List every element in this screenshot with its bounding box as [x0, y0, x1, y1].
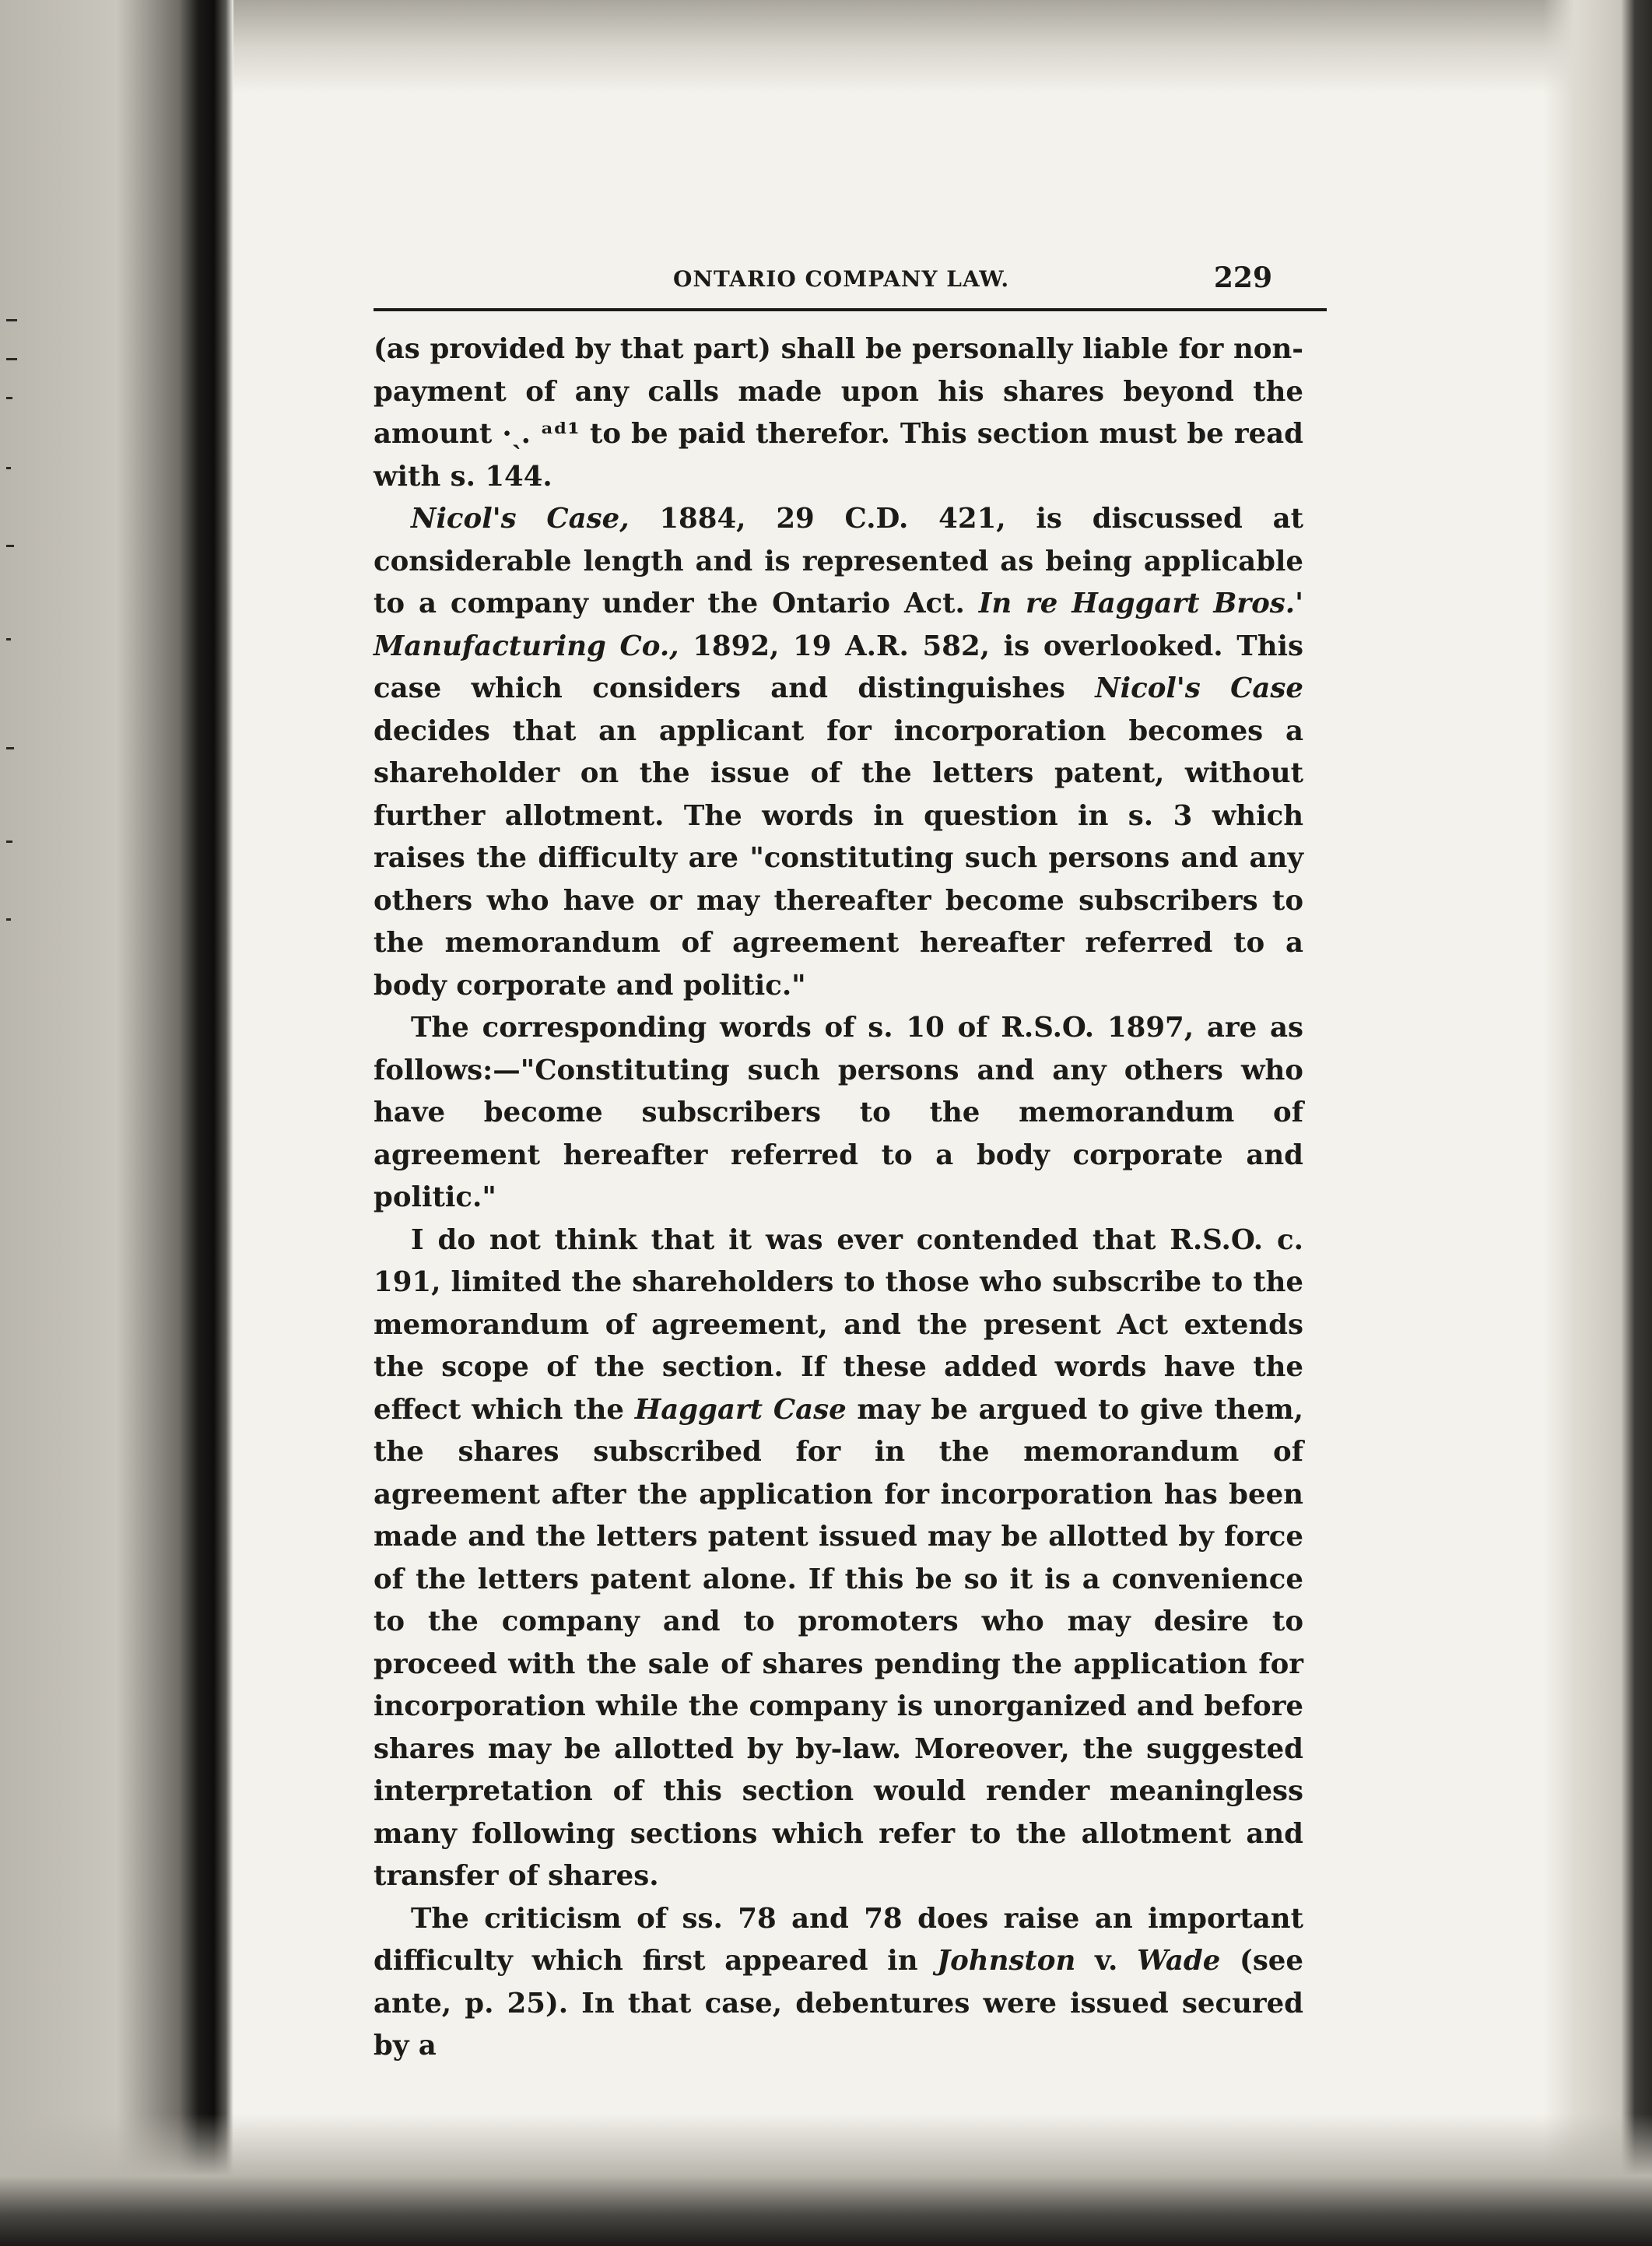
paragraph	[374, 328, 1303, 498]
text-run: 1884, 29 C.D. 421, is discussed at considerable length and is represented as being applicable to a company under the Ontario Act.	[374, 503, 1303, 619]
page-right-edge	[1543, 0, 1652, 2246]
adjacent-page-fragments	[6, 311, 30, 1012]
scan-top-shadow	[0, 0, 1652, 93]
text-run: (see ante, p. 25). In that case, debentures were issued secured by a	[374, 1945, 1303, 2062]
paragraph	[374, 498, 1303, 1007]
case-citation: In re Haggart Bros.' Manufacturing Co.,	[374, 588, 1303, 662]
running-head	[374, 257, 1303, 304]
case-citation: Wade	[1137, 1945, 1221, 1977]
book-binding-edge	[0, 0, 233, 2246]
paragraph	[374, 1220, 1303, 1898]
book-page	[374, 257, 1303, 2068]
case-citation: Nicol's Case,	[411, 503, 630, 535]
text-run: may be argued to give them, the shares subscribed for in the memorandum of agreement after the application for incorporation has been made and the letters patent issued may be allotted by force of the letters patent alone. If this be so it is a convenience to the company and to promoters who may desire to proceed with the sale of shares pending the application for incorporation while the company is unorganized and before shares may be allotted by by-law. Moreover, the suggested interpretation of this section would render meaningless many following sections which refer to the allotment and transfer of shares.	[374, 1393, 1303, 1892]
text-run: v.	[1075, 1945, 1138, 1977]
header-rule	[374, 308, 1327, 311]
paragraph	[374, 1007, 1303, 1220]
text-run: decides that an applicant for incorporation becomes a shareholder on the issue of the letters patent, without further allotment. The words in question in s. 3 which raises the difficulty are "constituting such persons and any others who have or may thereafter become subscribers to the memorandum of agreement hereafter referred to a body corporate and politic."	[374, 714, 1303, 1002]
case-citation: Haggart Case	[634, 1393, 847, 1426]
paragraph	[374, 1898, 1303, 2068]
text-run: The corresponding words of s. 10 of R.S.O. 1897, are as follows:—"Constituting such persons and any others who have become subscribers to the memorandum of agreement hereafter referred to a body corporate and politic."	[374, 1012, 1303, 1213]
case-citation: Johnston	[937, 1945, 1076, 1977]
case-citation: Nicol's Case	[1095, 672, 1303, 704]
text-run: I do not think that it was ever contended that R.S.O. c. 191, limited the shareholders to those who subscribe to the memorandum of agreement, and the present Act extends the scope of the section. If these added words have the effect which the	[374, 1223, 1303, 1426]
text-run: (as provided by that part) shall be personally liable for non-payment of any calls made upon his shares beyond the amount ·ˎ. ᵃᵈ¹ to be paid therefor. This section must be read with s. 144.	[374, 333, 1303, 493]
text-run: The criticism of ss. 78 and 78 does raise an important difficulty which first appeared in	[374, 1902, 1303, 1977]
running-title: ONTARIO COMPANY LAW.	[673, 266, 1010, 292]
scan-bottom-shadow	[0, 2114, 1652, 2246]
page-number: 229	[1213, 261, 1272, 294]
body-text	[374, 328, 1303, 2068]
text-run: 1892, 19 A.R. 582, is overlooked. This case which considers and distinguishes	[374, 630, 1303, 704]
